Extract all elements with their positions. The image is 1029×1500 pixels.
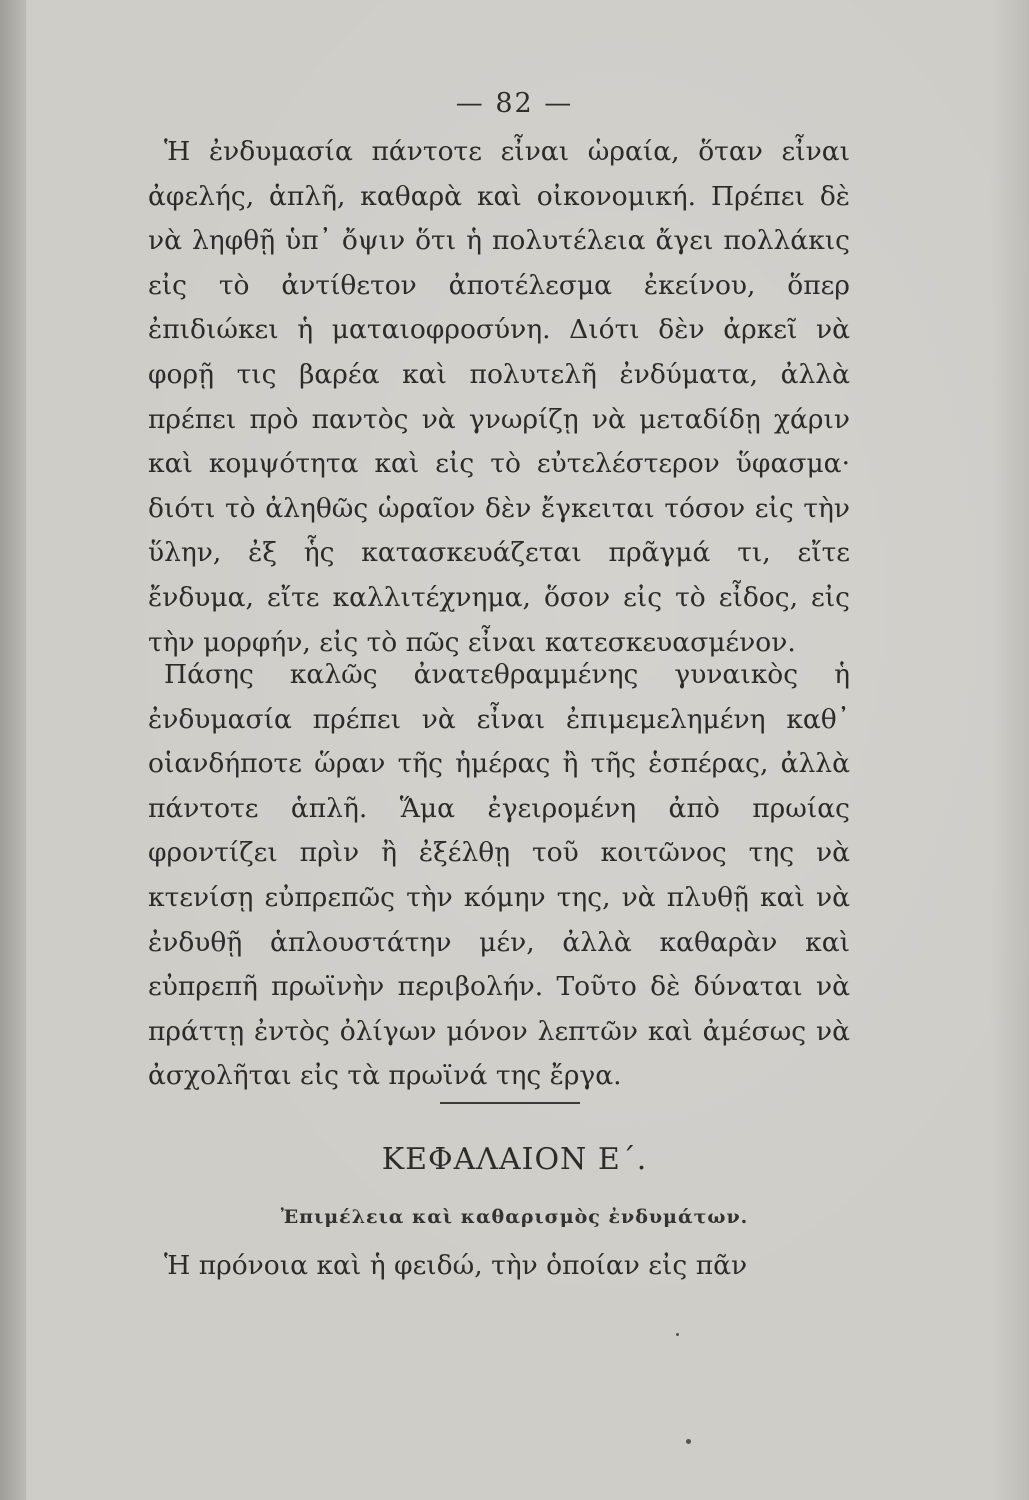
paragraph-1 [148, 130, 850, 665]
paragraph-text: Ἡ ἐνδυμασία πάντοτε εἶναι ὡραία, ὅταν εἶναι ἀφελής, ἁπλῆ, καθαρὰ καὶ οἰκονομική. Πρέπει δὲ νὰ ληφθῇ ὑπ᾽ ὄψιν ὅτι ἡ πολυτέλεια ἄγει πολλάκις εἰς τὸ ἀντίθετον ἀποτέλεσμα ἐκείνου, ὅπερ ἐπιδιώκει ἡ ματαιοφροσύνη. Διότι δὲν ἀρκεῖ νὰ φορῇ τις βαρέα καὶ πολυτελῆ ἐνδύματα, ἀλλὰ πρέπει πρὸ παντὸς νὰ γνωρίζῃ νὰ μεταδίδῃ χάριν καὶ κομψότητα καὶ εἰς τὸ εὐτελέστερον ὕφασμα· διότι τὸ ἀληθῶς ὡραῖον δὲν ἔγκειται τόσον εἰς τὴν ὕλην, ἐξ ἧς κατασκευάζεται πρᾶγμά τι, εἴτε ἔνδυμα, εἴτε καλλιτέχνημα, ὅσον εἰς τὸ εἶδος, εἰς τὴν μορφήν, εἰς τὸ πῶς εἶναι κατεσκευασμένον. [148, 136, 850, 658]
speck [686, 1439, 691, 1444]
paragraph-text: Πάσης καλῶς ἀνατεθραμμένης γυναικὸς ἡ ἐνδυμασία πρέπει νὰ εἶναι ἐπιμεμελημένη καθ᾽ οἱανδήποτε ὥραν τῆς ἡμέρας ἢ τῆς ἑσπέρας, ἀλλὰ πάντοτε ἁπλῆ. Ἅμα ἐγειρομένη ἀπὸ πρωίας φροντίζει πρὶν ἢ ἐξέλθῃ τοῦ κοιτῶνος της νὰ κτενίσῃ εὐπρεπῶς τὴν κόμην της, νὰ πλυθῇ καὶ νὰ ἐνδυθῇ ἁπλουστάτην μέν, ἀλλὰ καθαρὰν καὶ εὐπρεπῆ πρωϊνὴν περιβολήν. Τοῦτο δὲ δύναται νὰ πράττῃ ἐντὸς ὀλίγων μόνον λεπτῶν καὶ ἀμέσως νὰ ἀσχολῆται εἰς τὰ πρωϊνά της ἔργα. [148, 659, 850, 1092]
page-number: — 82 — [455, 88, 574, 119]
paragraph-3 [148, 1244, 850, 1289]
section-divider [440, 1102, 580, 1104]
paragraph-2 [148, 653, 850, 1099]
page-fold-shadow [0, 0, 26, 1500]
chapter-subtitle: Ἐπιμέλεια καὶ καθαρισμὸς ἐνδυμάτων. [280, 1206, 749, 1228]
speck [676, 1333, 679, 1336]
chapter-title: ΚΕΦΑΛΑΙΟΝ Ε΄. [381, 1142, 648, 1177]
paragraph-text: Ἡ πρόνοια καὶ ἡ φειδώ, τὴν ὁποίαν εἰς πᾶν [164, 1250, 748, 1281]
